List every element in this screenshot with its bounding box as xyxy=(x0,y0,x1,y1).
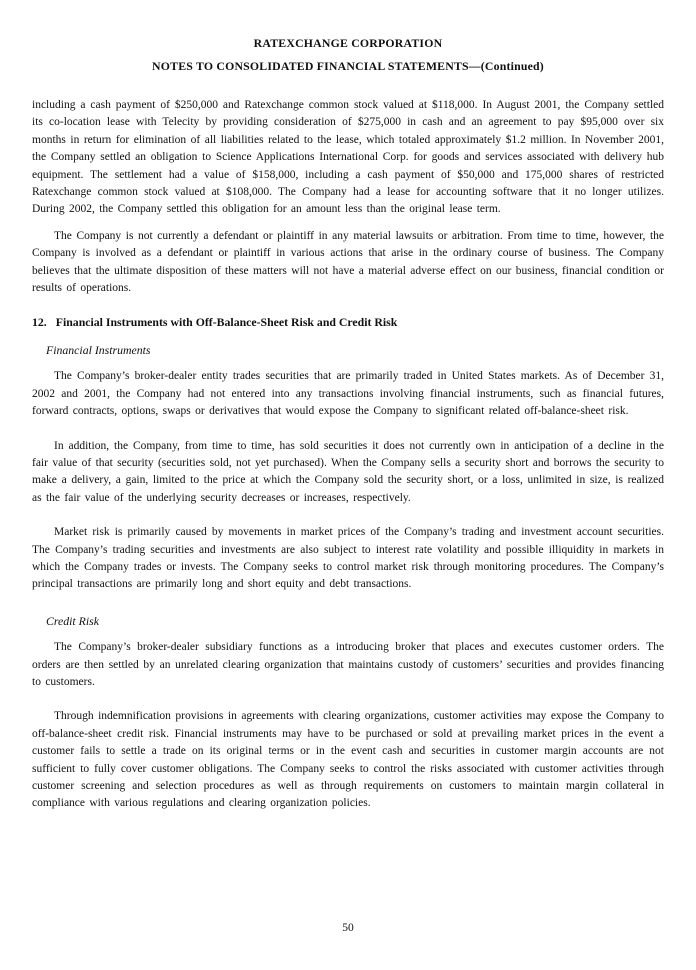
paragraph-introducing-broker: The Company’s broker-dealer subsidiary functions as a introducing broker that places and executes customer orders. The orders are then settled by an unrelated clearing organization that maintains custody of customers’ securities and provides financing to customers. xyxy=(32,641,664,688)
company-title: RATEXCHANGE CORPORATION xyxy=(253,36,443,50)
paragraph-lease-settlements: including a cash payment of $250,000 and Ratexchange common stock valued at $118,000. In August 2001, the Company settled its co-location lease with Telecity by providing consideration of $275,000 in cash and an agreement to pay $95,000 over six months in return for elimination of all liabilities related to the lease, which totaled approximately $1.2 million. In November 2001, the Company settled an obligation to Science Applications International Corp. for goods and services associated with delivery hub equipment. The settlement had a value of $158,000, including a cash payment of $50,000 and 175,000 shares of restricted Ratexchange common stock valued at $108,000. The Company had a lease for accounting software that it no longer utilizes. During 2002, the Company settled this obligation for an amount less than the original lease term. xyxy=(32,99,664,216)
paragraph-market-risk: Market risk is primarily caused by movements in market prices of the Company’s trading and investment account securities. The Company’s trading securities and investments are also subject to interest rate volatility and possible illiquidity in markets in which the Company trades or invests. The Company seeks to control market risk through monitoring procedures. The Company’s principal transactions are primarily long and short equity and debt transactions. xyxy=(32,526,664,591)
paragraph-short-sales: In addition, the Company, from time to time, has sold securities it does not currently own in anticipation of a decline in the fair value of that security (securities sold, not yet purchased). When the Company sells a security short and borrows the security to make a delivery, a gain, limited to the price at which the Company sold the security short, or a loss, unlimited in size, is realized as the fair value of the underlying security decreases or increases, respectively. xyxy=(32,439,664,504)
subheading-financial-instruments: Financial Instruments xyxy=(46,342,151,357)
document-subtitle: NOTES TO CONSOLIDATED FINANCIAL STATEMENTS—(Continued) xyxy=(152,59,544,73)
section-title: Financial Instruments with Off-Balance-Sheet Risk and Credit Risk xyxy=(55,315,398,330)
paragraph-broker-dealer-trading: The Company’s broker-dealer entity trades securities that are primarily traded in United States markets. As of December 31, 2002 and 2001, the Company had not entered into any transactions involving financial instruments, such as financial futures, forward contracts, options, swaps or derivatives that would expose the Company to significant related off-balance-sheet risk. xyxy=(32,370,664,418)
paragraph-indemnification: Through indemnification provisions in agreements with clearing organizations, customer activities may expose the Company to off-balance-sheet credit risk. Financial instruments may have to be purchased or sold at prevailing market prices in the event a customer fails to settle a trade on its original terms or in the event cash and securities in customer margin accounts are not sufficient to fully cover customer obligations. The Company seeks to control the risks associated with customer activities through customer screening and selection procedures as well as through requirements on customers to maintain margin collateral in compliance with various regulations and clearing organization policies. xyxy=(32,710,664,810)
subheading-credit-risk: Credit Risk xyxy=(46,613,99,628)
section-12-heading xyxy=(32,314,664,331)
paragraph-litigation: The Company is not currently a defendant or plaintiff in any material lawsuits or arbitration. From time to time, however, the Company is involved as a defendant or plaintiff in various actions that arise in the ordinary course of business. The Company believes that the ultimate disposition of these matters will not have a material adverse effect on our business, financial condition or results of operations. xyxy=(32,229,664,295)
page-number: 50 xyxy=(342,922,354,934)
section-number: 12. xyxy=(32,315,47,330)
